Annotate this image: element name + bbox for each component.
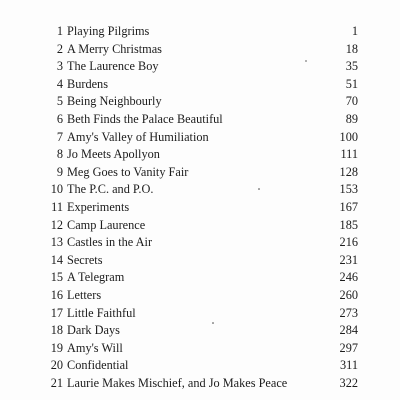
page-number: 1 [351,24,358,38]
chapter-title: Confidential [67,358,129,373]
toc-entry [42,322,358,340]
page-number: 70 [345,94,358,109]
toc-entry [42,76,358,94]
chapter-number: 16 [50,287,63,302]
toc-entry [42,146,358,164]
page-number: 311 [340,358,358,373]
chapter-number: 11 [51,199,63,214]
page-number: 153 [339,182,358,197]
chapter-number: 9 [56,164,63,179]
page-number: 322 [339,375,358,390]
scan-speck [305,60,307,62]
page-number: 216 [339,235,358,250]
page-number: 167 [339,199,358,214]
chapter-title: The P.C. and P.O. [67,182,154,197]
scan-speck [212,322,214,324]
toc-entry [42,375,358,393]
chapter-number: 14 [50,252,63,267]
toc-entry [42,181,358,199]
chapter-title: Castles in the Air [67,235,153,250]
table-of-contents [42,23,358,392]
chapter-number: 1 [56,24,63,38]
chapter-title: Letters [67,287,102,302]
toc-entry [42,23,358,41]
chapter-number: 15 [50,270,63,285]
toc-entry [42,234,358,252]
chapter-number: 17 [50,305,63,320]
page-number: 246 [339,270,358,285]
page-number: 284 [339,323,358,338]
page-number: 231 [339,252,358,267]
page-number: 185 [339,217,358,232]
chapter-title: Amy's Will [67,340,123,355]
chapter-number: 7 [56,129,63,144]
chapter-title: A Merry Christmas [67,41,162,56]
chapter-number: 4 [56,76,63,91]
toc-entry [42,58,358,76]
chapter-title: Being Neighbourly [67,94,162,109]
page-number: 89 [345,111,358,126]
page-number: 18 [345,41,358,56]
scan-speck [258,188,260,190]
page-number: 111 [340,147,358,162]
chapter-title: Meg Goes to Vanity Fair [67,164,189,179]
chapter-number: 21 [50,375,63,390]
page-number: 128 [339,164,358,179]
toc-entry [42,129,358,147]
toc-entry [42,111,358,129]
toc-entry [42,164,358,182]
chapter-title: Little Faithful [67,305,136,320]
page-number: 273 [339,305,358,320]
chapter-number: 13 [50,235,63,250]
toc-entry [42,252,358,270]
chapter-number: 20 [50,358,63,373]
toc-entry [42,357,358,375]
toc-entry [42,41,358,59]
page-number: 100 [339,129,358,144]
page-number: 297 [339,340,358,355]
chapter-title: Laurie Makes Mischief, and Jo Makes Peace [67,375,288,390]
chapter-number: 10 [50,182,63,197]
chapter-title: Jo Meets Apollyon [67,147,160,162]
page-number: 35 [345,59,358,74]
chapter-title: Dark Days [67,323,120,338]
chapter-number: 6 [56,111,63,126]
page-number: 260 [339,287,358,302]
toc-entry [42,287,358,305]
toc-entry [42,199,358,217]
chapter-number: 18 [50,323,63,338]
chapter-number: 19 [50,340,63,355]
toc-entry [42,340,358,358]
chapter-title: Beth Finds the Palace Beautiful [67,111,223,126]
chapter-number: 5 [56,94,63,109]
chapter-title: Amy's Valley of Humiliation [67,129,209,144]
toc-entry [42,269,358,287]
chapter-title: Burdens [67,76,108,91]
toc-entry [42,93,358,111]
chapter-title: A Telegram [67,270,125,285]
chapter-number: 8 [56,147,63,162]
chapter-title: Camp Laurence [67,217,146,232]
toc-entry [42,305,358,323]
page-number: 51 [345,76,358,91]
chapter-title: Playing Pilgrims [67,24,150,38]
chapter-title: The Laurence Boy [67,59,159,74]
chapter-number: 2 [56,41,63,56]
toc-entry [42,217,358,235]
chapter-title: Experiments [67,199,130,214]
chapter-title: Secrets [67,252,103,267]
chapter-number: 3 [56,59,63,74]
chapter-number: 12 [50,217,63,232]
